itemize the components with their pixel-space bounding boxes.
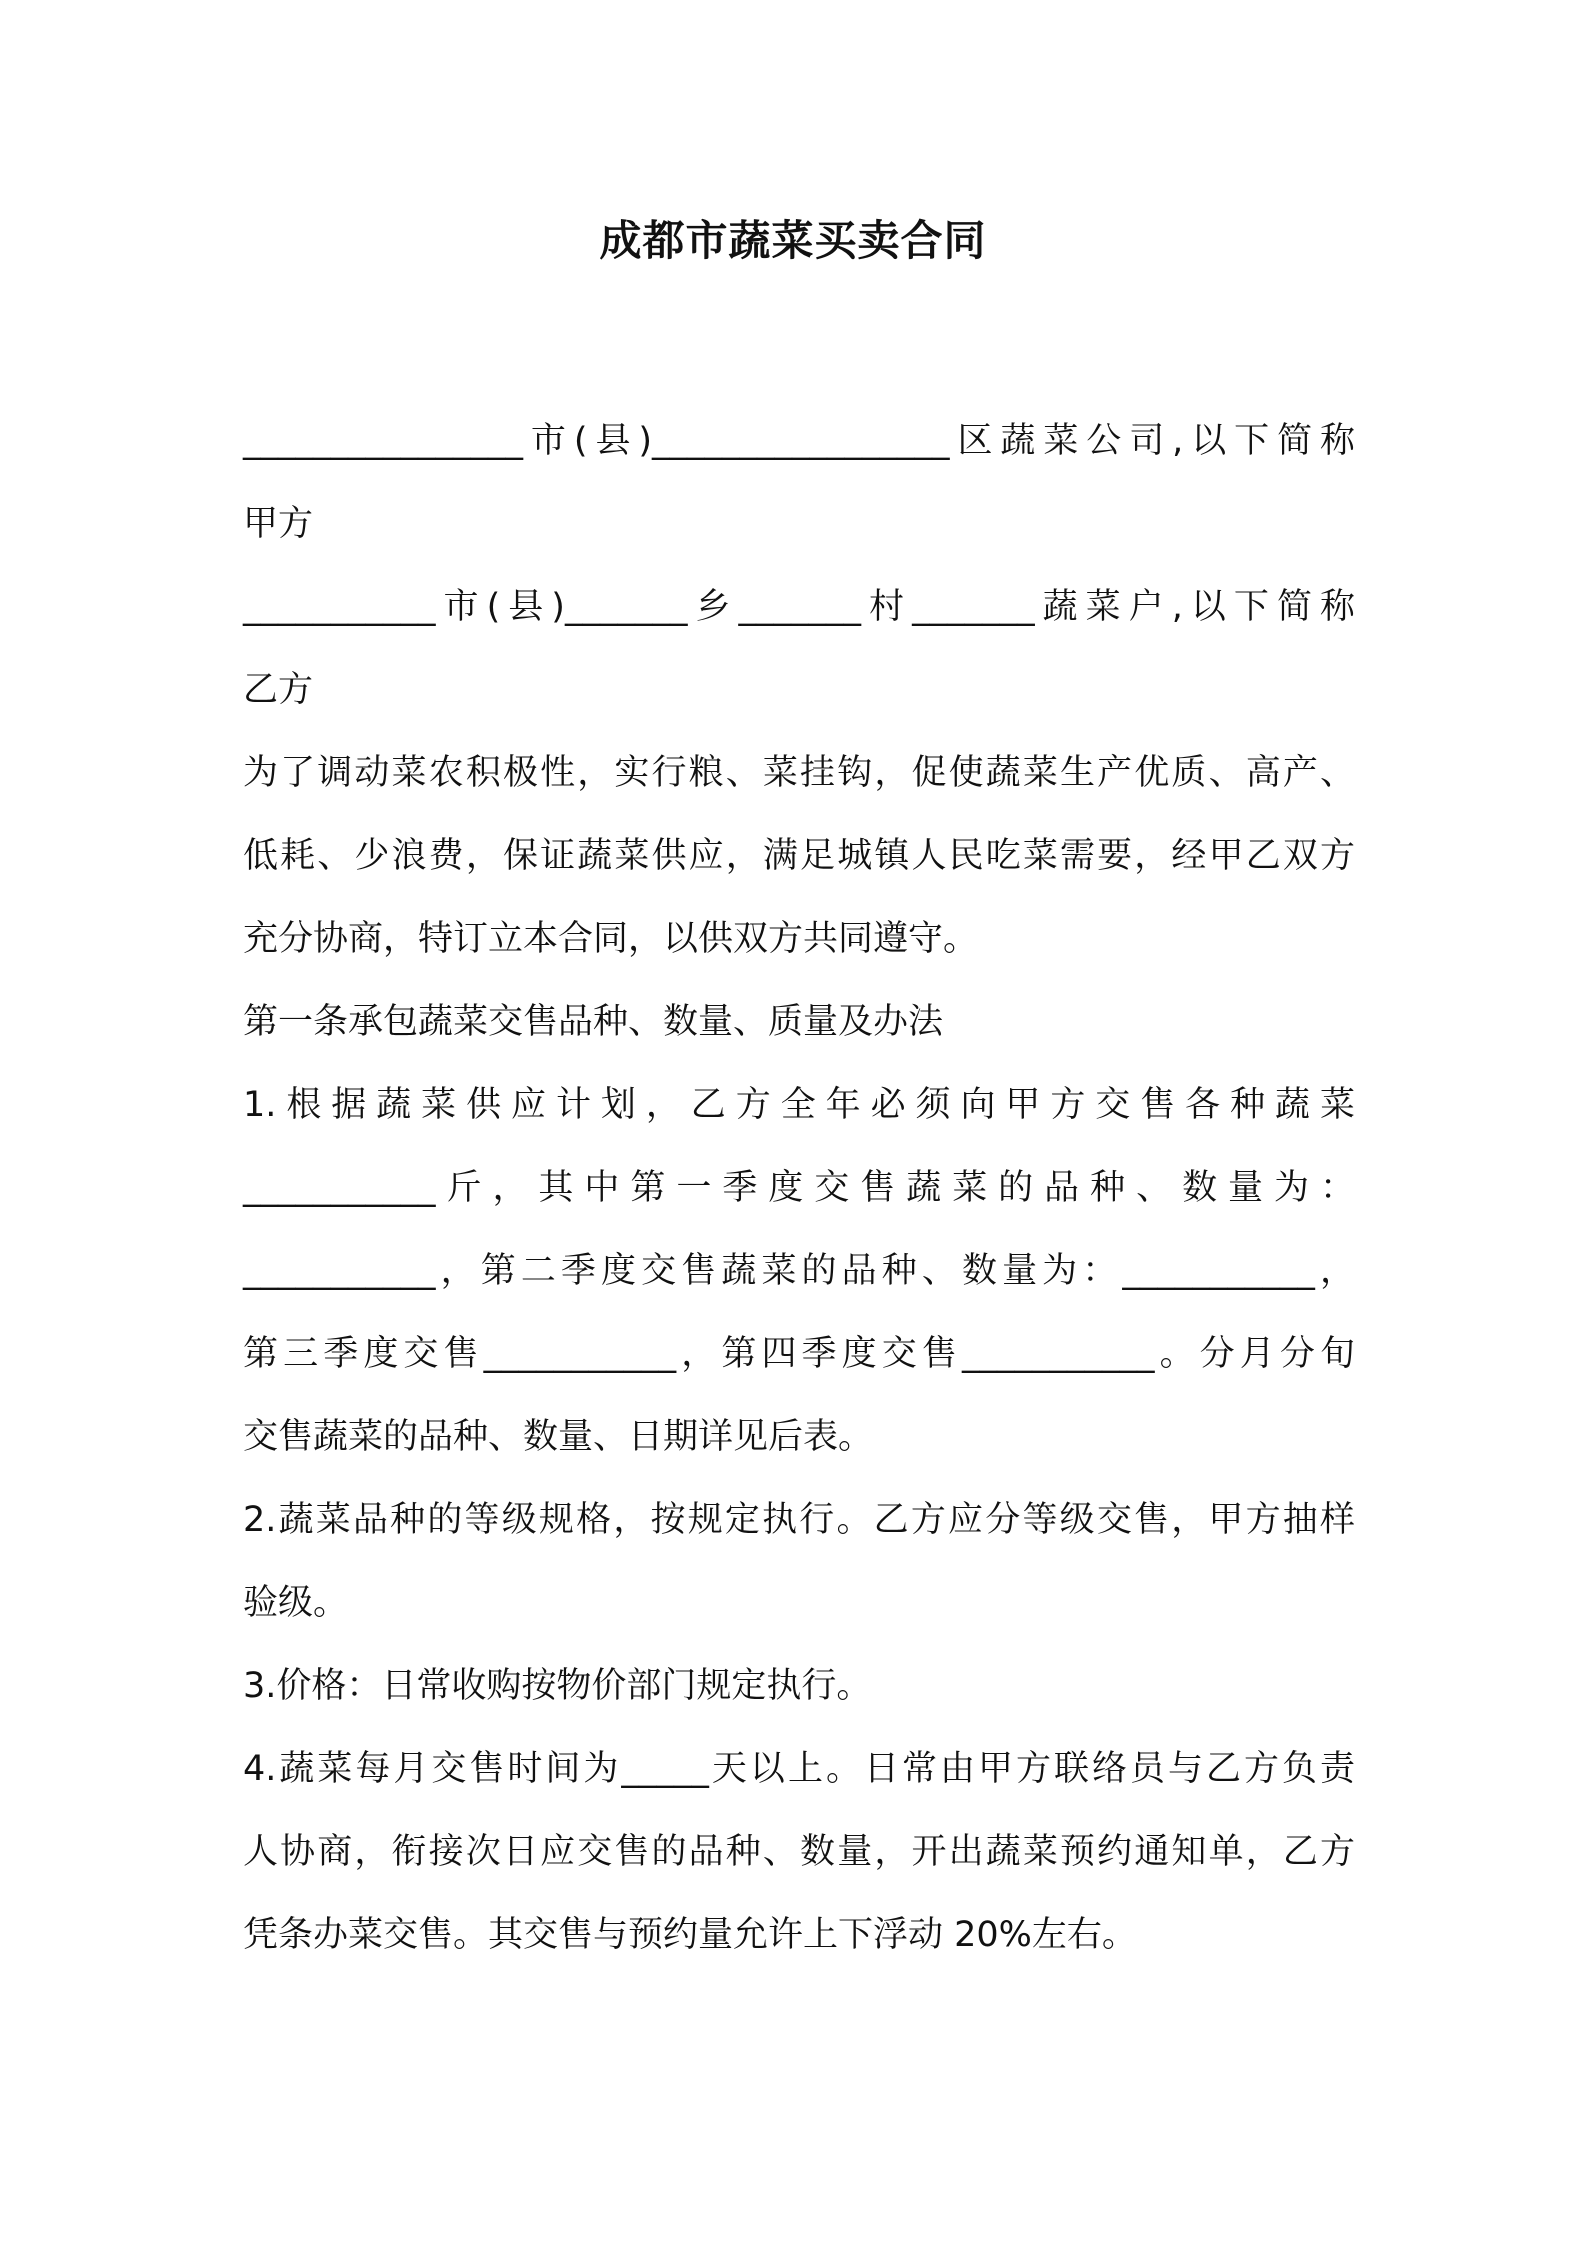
text-line-preamble-1: 为了调动菜农积极性，实行粮、菜挂钩，促使蔬菜生产优质、高产、 (243, 753, 1355, 793)
text-line-preamble-2: 低耗、少浪费，保证蔬菜供应，满足城镇人民吃菜需要，经甲乙双方 (243, 836, 1355, 876)
section-heading-article-1: 第一条承包蔬菜交售品种、数量、质量及办法 (243, 1002, 944, 1042)
text-line-item-4a: 4.蔬菜每月交售时间为_____天以上。日常由甲方联络员与乙方负责 (243, 1749, 1355, 1789)
text-line-item-1b: ___________斤，其中第一季度交售蔬菜的品种、数量为： (243, 1168, 1355, 1208)
text-line-party-a-label: 甲方 (243, 504, 314, 544)
text-line-item-2b: 验级。 (243, 1583, 349, 1623)
text-line-item-4b: 人协商，衔接次日应交售的品种、数量，开出蔬菜预约通知单，乙方 (243, 1832, 1355, 1872)
document-title: 成都市蔬菜买卖合同 (599, 216, 987, 265)
text-line-item-1c: ___________，第二季度交售蔬菜的品种、数量为：___________， (243, 1251, 1355, 1291)
text-line-party-b-label: 乙方 (243, 670, 314, 710)
text-line-item-4c: 凭条办菜交售。其交售与预约量允许上下浮动 20%左右。 (243, 1915, 1137, 1955)
text-line-item-1a: 1.根据蔬菜供应计划，乙方全年必须向甲方交售各种蔬菜 (243, 1085, 1355, 1125)
text-line-item-2a: 2.蔬菜品种的等级规格，按规定执行。乙方应分等级交售，甲方抽样 (243, 1500, 1355, 1540)
text-line-item-1d: 第三季度交售___________，第四季度交售___________。分月分旬 (243, 1334, 1355, 1374)
text-line-item-3: 3.价格：日常收购按物价部门规定执行。 (243, 1666, 872, 1706)
text-line-party-b: ___________市(县)_______乡_______村_______蔬菜户,以下简称 (243, 587, 1355, 627)
contract-body (243, 400, 1355, 1977)
text-line-party-a: ________________市(县)_________________区蔬菜公司,以下简称 (243, 421, 1355, 461)
text-line-item-1e: 交售蔬菜的品种、数量、日期详见后表。 (243, 1417, 874, 1457)
text-line-preamble-3: 充分协商，特订立本合同，以供双方共同遵守。 (243, 919, 979, 959)
